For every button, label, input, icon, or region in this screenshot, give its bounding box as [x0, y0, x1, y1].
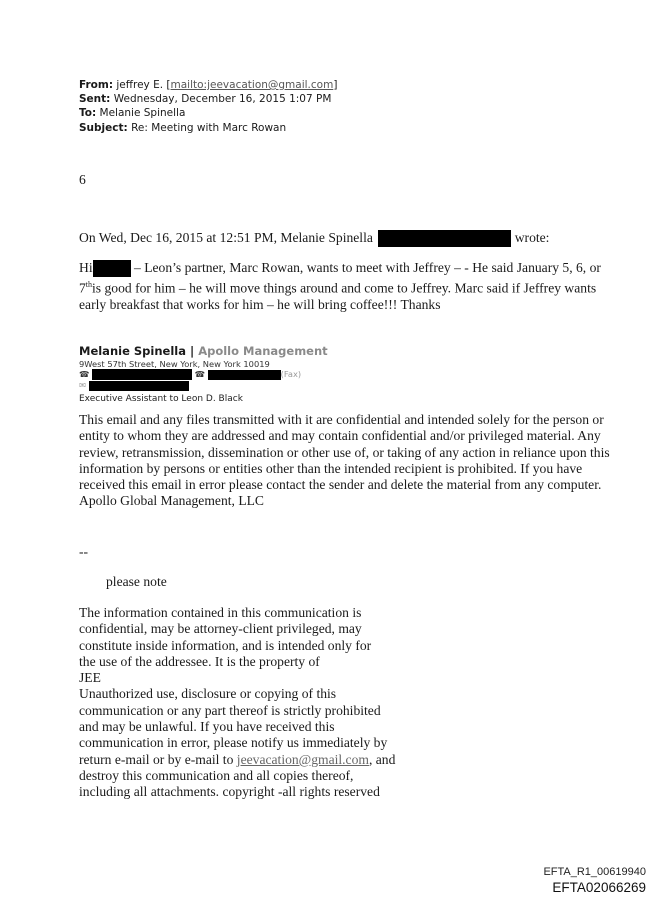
sent-line: Sent: Wednesday, December 16, 2015 1:07 PM — [79, 93, 332, 106]
subject-line: Subject: Re: Meeting with Marc Rowan — [79, 121, 287, 134]
sig-address: 9West 57th Street, New York, New York 10019 — [79, 359, 270, 369]
email-header — [79, 78, 337, 135]
sig-company: Apollo Management — [198, 344, 328, 358]
from-mailto-link[interactable]: mailto:jeevacation@gmail.com — [170, 79, 334, 91]
redacted-phone — [92, 369, 192, 380]
apollo-disclaimer: This email and any files transmitted with it are confidential and intended solely for the person or entity to whom they are addressed and may contain confidential and/or privileged material. Any review, retransmission, dissemination or other use of, or taking of any action in reliance upon this information by persons or entities other than the intended recipient is prohibited. If you have received this email in error please contact the sender and delete the material from any computer. Apollo Global Management, LLC — [79, 412, 610, 509]
bates-number-1: EFTA_R1_00619940 — [543, 866, 646, 878]
signature-block: Melanie Spinella | Apollo Management 9West 57th Street, New York, New York 10019 ☎ ☎ (Fax) ✉ Executive Assistant to Leon D. Black — [79, 344, 328, 404]
to-line: To: Melanie Spinella — [79, 107, 186, 120]
redacted-sig-email — [89, 381, 189, 391]
redacted-fax — [208, 370, 281, 380]
quoted-intro: On Wed, Dec 16, 2015 at 12:51 PM, Melanie Spinella wrote: — [79, 230, 549, 247]
jee-email-link[interactable]: jeevacation@gmail.com — [236, 751, 369, 767]
email-icon: ✉ — [79, 380, 86, 390]
sig-separator: -- — [79, 544, 89, 559]
phone-icon: ☎ — [79, 369, 90, 379]
please-note: please note — [106, 574, 167, 589]
sig-role: Executive Assistant to Leon D. Black — [79, 393, 243, 404]
redacted-name — [93, 260, 131, 277]
redacted-email — [378, 230, 511, 247]
sig-name: Melanie Spinella — [79, 344, 186, 358]
jee-disclaimer: The information contained in this communication is confidential, may be attorney-client privileged, may constitute inside information, and is intended only for the use of the addressee. It is the property of JEE Unauthorized use, disclosure or copying of this communication or any part thereof is strictly prohibited and may be unlawful. If you have received this communication in error, please notify us immediately by return e-mail or by e-mail to jeevacation@gmail.com, and destroy this communication and all copies thereof, including all attachments. copyright -all rights reserved — [79, 605, 396, 800]
sig-phone-row: ☎ ☎ (Fax) — [79, 369, 302, 379]
fax-icon: ☎ — [194, 369, 205, 379]
bates-number-2: EFTA02066269 — [552, 880, 646, 895]
from-line: From: jeffrey E. [mailto:jeevacation@gmail.com] — [79, 79, 338, 91]
sig-email-row — [79, 380, 328, 391]
reply-body: 6 — [79, 172, 86, 187]
quoted-message: Hi – Leon’s partner, Marc Rowan, wants to meet with Jeffrey – - He said January 5, 6, or 7this good for him – he will move things around and come to Jeffrey. Marc said if Jeffrey wants early breakfast that works for him – he will bring coffee!!! Thanks — [79, 260, 601, 313]
